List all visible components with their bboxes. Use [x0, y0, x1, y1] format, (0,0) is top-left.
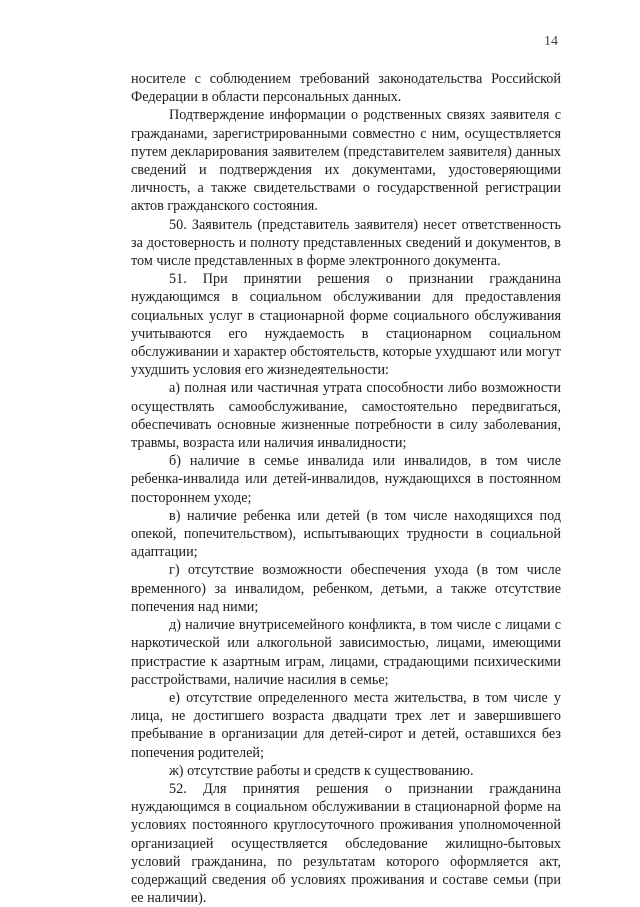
paragraph-kinship-confirmation: Подтверждение информации о родственных связях заявителя с гражданами, зарегистрированными совместно с ним, осуществляется путем декларирования заявителем (представителем заявителя) данных сведений и подтверждения их документами, удостоверяющими личность, а также свидетельствами о государственной регистрации актов гражданского состояния.	[131, 107, 561, 215]
paragraph-item-50: 50. Заявитель (представитель заявителя) несет ответственность за достоверность и полноту представленных сведений и документов, в том числе представленных в форме электронного документа.	[131, 216, 561, 270]
paragraph-item-52: 52. Для принятия решения о признании гражданина нуждающимся в социальном обслуживании в стационарной форме на условиях постоянного круглосуточного проживания уполномоченной организацией осуществляется обследование жилищно-бытовых условий гражданина, по результатам которого оформляется акт, содержащий сведения об условиях проживания и составе семьи (при ее наличии).	[131, 780, 561, 907]
paragraph-continuation: носителе с соблюдением требований законодательства Российской Федерации в области персональных данных.	[131, 71, 561, 106]
document-body	[131, 70, 561, 907]
paragraph-item-51: 51. При принятии решения о признании гражданина нуждающимся в социальном обслуживании для предоставления социальных услуг в стационарной форме социального обслуживания учитываются его нуждаемость в стационарном социальном обслуживании и характер обстоятельств, которые ухудшают или могут ухудшить условия его жизнедеятельности:	[131, 271, 561, 379]
paragraph-subitem-b: б) наличие в семье инвалида или инвалидов, в том числе ребенка-инвалида или детей-инвалидов, нуждающихся в постоянном постороннем уходе;	[131, 453, 561, 506]
paragraph-subitem-zh: ж) отсутствие работы и средств к существованию.	[169, 762, 474, 779]
page-number: 14	[544, 34, 558, 49]
paragraph-subitem-a: а) полная или частичная утрата способности либо возможности осуществлять самообслуживание, самостоятельно передвигаться, обеспечивать основные жизненные потребности в силу заболевания, травмы, возраста или наличия инвалидности;	[131, 380, 561, 452]
paragraph-subitem-d: д) наличие внутрисемейного конфликта, в том числе с лицами с наркотической или алкогольной зависимостью, лицами, имеющими пристрастие к азартным играм, лицами, страдающими психическими расстройствами, наличие насилия в семье;	[131, 617, 561, 688]
paragraph-subitem-e: е) отсутствие определенного места жительства, в том числе у лица, не достигшего возраста двадцати трех лет и завершившего пребывание в организации для детей-сирот и детей, оставшихся без попечения родителей;	[131, 689, 561, 761]
paragraph-subitem-g: г) отсутствие возможности обеспечения ухода (в том числе временного) за инвалидом, ребенком, детьми, а также отсутствие попечения над ними;	[131, 562, 561, 615]
paragraph-subitem-v: в) наличие ребенка или детей (в том числе находящихся под опекой, попечительством), испытывающих трудности в социальной адаптации;	[131, 507, 561, 561]
